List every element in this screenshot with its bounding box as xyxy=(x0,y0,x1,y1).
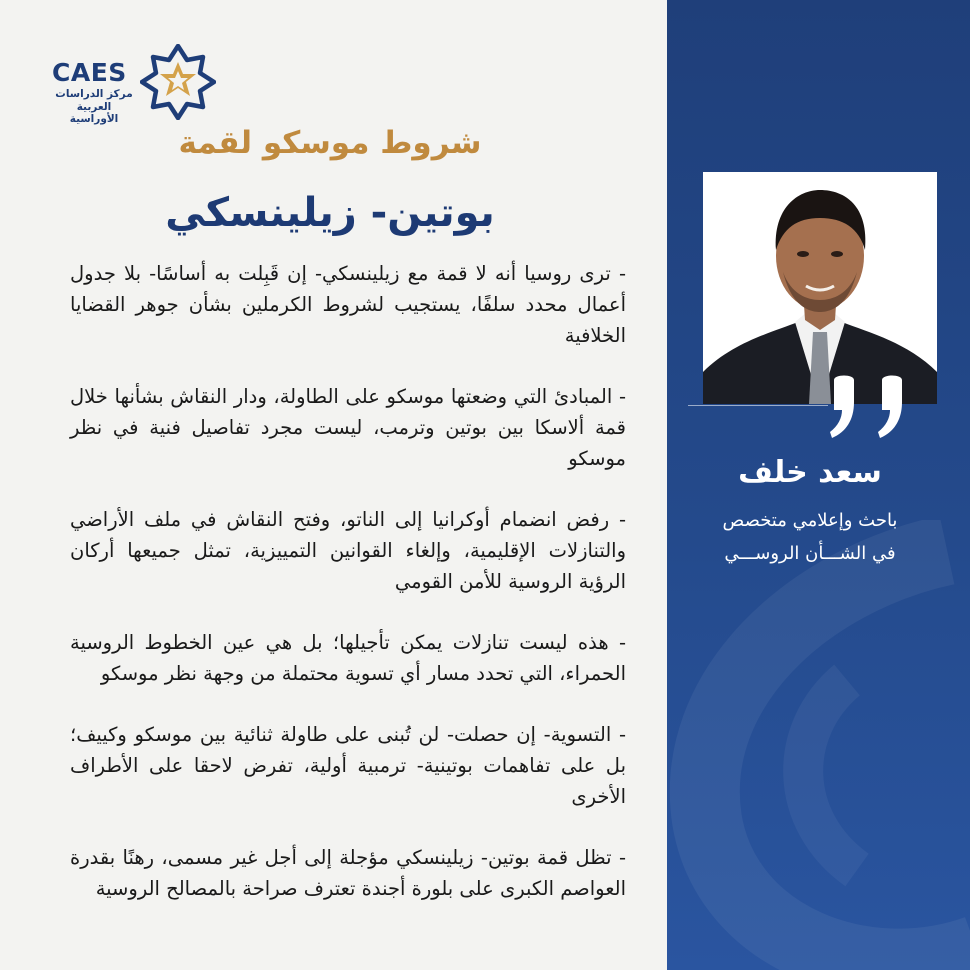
bullet-list xyxy=(70,258,626,934)
divider-line xyxy=(688,405,828,406)
bullet-item: - ترى روسيا أنه لا قمة مع زيلينسكي- إن قَبِلت به أساسًا- بلا جدول أعمال محدد سلفًا، يستجيب لشروط الكرملين بشأن جوهر القضايا الخلافية xyxy=(70,262,626,347)
quote-mark-icon xyxy=(824,372,920,442)
person-portrait-icon xyxy=(703,172,937,404)
author-role-line1: باحث وإعلامي متخصص xyxy=(722,510,898,531)
star-emblem-icon xyxy=(140,44,216,120)
bullet-item: - هذه ليست تنازلات يمكن تأجيلها؛ بل هي عين الخطوط الروسية الحمراء، التي تحدد مسار أي تسوية محتملة من وجهة نظر موسكو xyxy=(70,631,626,685)
bullet-item: - التسوية- إن حصلت- لن تُبنى على طاولة ثنائية بين موسكو وكييف؛ بل على تفاهمات بوتينية- ترمبية أولية، تفرض لاحقا على الأطراف الأخرى xyxy=(70,723,626,808)
logo-subtitle-line1: مركز الدراسات xyxy=(55,88,133,100)
author-name: سعد خلف xyxy=(738,455,882,490)
headline-line2: بوتين- زيلينسكي xyxy=(165,190,495,236)
watermark-emblem-icon xyxy=(667,520,970,970)
logo-acronym: CAES xyxy=(52,58,127,87)
bullet-item: - رفض انضمام أوكرانيا إلى الناتو، وفتح النقاش في ملف الأراضي والتنازلات الإقليمية، وإلغاء القوانين التمييزية، تمثل جميعها أركان الرؤية الروسية للأمن القومي xyxy=(70,508,626,593)
bullet-item: - تظل قمة بوتين- زيلينسكي مؤجلة إلى أجل غير مسمى، رهنًا بقدرة العواصم الكبرى على بلورة أجندة تعترف صراحة بالمصالح الروسية xyxy=(70,846,626,900)
headline-line1: شروط موسكو لقمة xyxy=(178,125,482,161)
bullet-item: - المبادئ التي وضعتها موسكو على الطاولة، ودار النقاش بشأنها خلال قمة ألاسكا بين بوتين وترمب، ليست مجرد تفاصيل فنية في نظر موسكو xyxy=(70,385,626,470)
logo-subtitle-line2: العربية الأوراسية xyxy=(69,101,119,125)
caes-logo xyxy=(52,44,220,125)
author-role-line2: في الشـــأن الروســـي xyxy=(724,543,896,564)
author-photo xyxy=(703,172,937,404)
